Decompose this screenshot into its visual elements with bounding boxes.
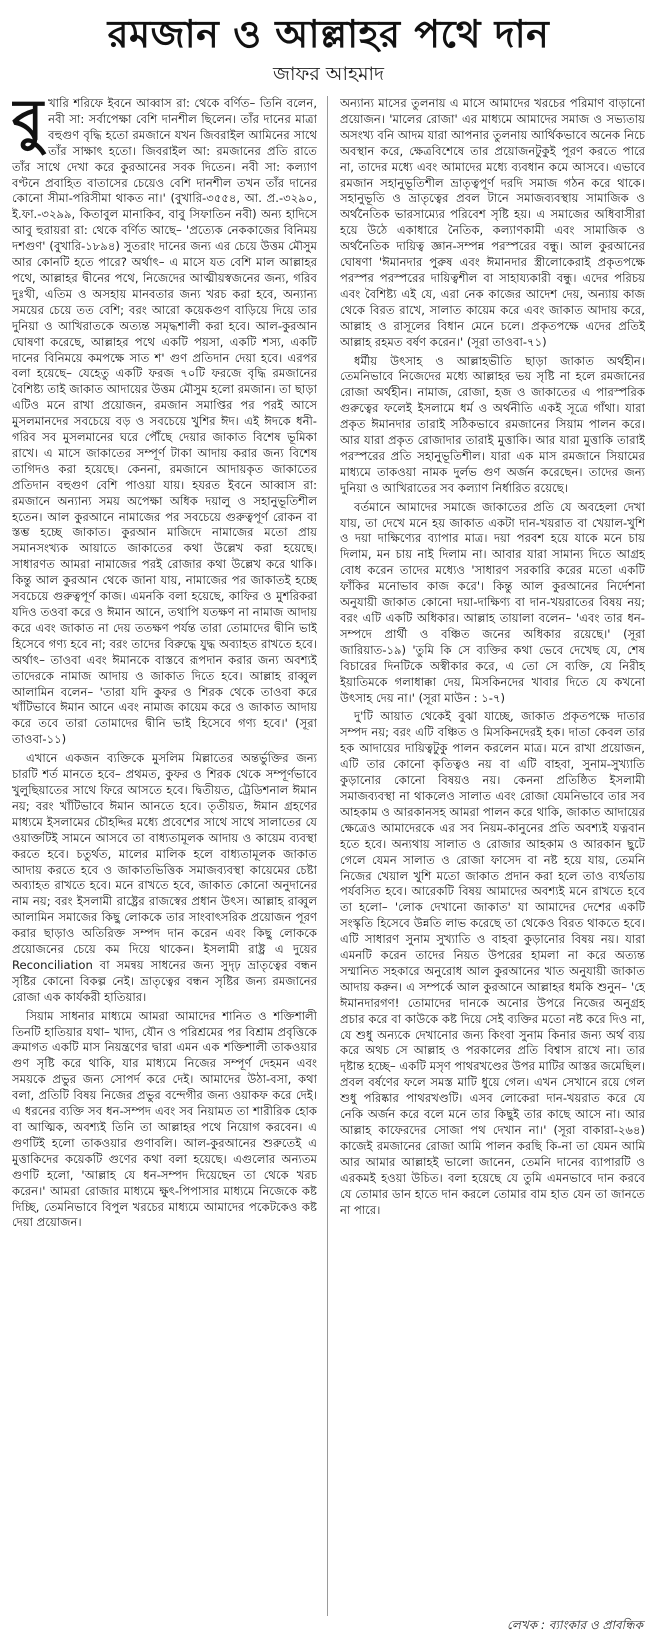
article-title: রমজান ও আল্লাহর পথে দান (107, 12, 550, 56)
article-paragraph: সিয়াম সাধনার মাধ্যমে আমরা আমাদের শানিত ও শক্তিশালী তিনটি হাতিয়ার যথা– খাদ্য, যৌন ও পরিশ্রমের পর বিশ্রাম প্রবৃত্তিকে ক্রমাগত একটি মাস নিয়ন্ত্রণের দ্বারা এমন এক শক্তিশালী তাকওয়ার গুণ সৃষ্টি করে থাকি, যার মাধ্যমে নিজের সম্পূর্ণ দেহমন এবং সময়কে প্রভুর জন্য সোপর্দ করে দেই। আমাদের উঠা-বসা, কথা বলা, প্রতিটি বিষয় নিজের প্রভুর বন্দেগীর জন্য ওয়াকফ করে দেই। এ ধরনের ব্যক্তি সব ধন-সম্পদ এবং সব নিয়ামত তা শারীরিক হোক বা আত্মিক, অবশ্যই তিনি তা আল্লাহর পথে নিয়োগ করবেন। এ গুণটিই হলো তাকওয়ার গুণাবলি। আল-কুরআনের শুরুতেই এ মুত্তাকিদের কয়েকটি গুণের কথা বলা হয়েছে। এগুলোর অন্যতম গুণটি হলো, 'আল্লাহ যে ধন-সম্পদ দিয়েছেন তা থেকে খরচ করেন।' আমরা রোজার মাধ্যমে ক্ষুৎ-পিপাসার মাধ্যমে নিজেকে কষ্ট দিচ্ছি, তেমনিভাবে বিপুল খরচের মাধ্যমে আমাদের পকেটকেও কষ্ট দেয়া প্রয়োজন। (12, 1008, 317, 1230)
column-divider (327, 96, 328, 1616)
article-paragraph: দু'টি আয়াত থেকেই বুঝা যাচ্ছে, জাকাত প্রকৃতপক্ষে দাতার সম্পদ নয়; বরং এটি বঞ্চিত ও মিসকিনদেরই হক। দাতা কেবল তার হক আদায়ের দায়িত্বটুকু পালন করলেন মাত্র। মনে রাখা প্রয়োজন, এটি তার কোনো কৃতিত্বও নয় বা এটি বাহবা, সুনাম-সুখ্যাতি কুড়ানোর কোনো বিষয়ও নয়। কেননা প্রতিষ্ঠিত ইসলামী সমাজব্যবস্থা না থাকলেও সালাত এবং রোজা যেমনিভাবে তার সব আহকাম ও আরকানসহ আমরা পালন করে থাকি, জাকাত আদায়ের ক্ষেত্রেও আমাদেরকে এর সব নিয়ম-কানুনের প্রতি অবশ্যই যত্নবান হতে হবে। অন্যথায় সালাত ও রোজার আহকাম ও আরকান ছুটে গেলে যেমন সালাত ও রোজা ফাসেদ বা নষ্ট হয়ে যায়, তেমনি নিজের খেয়াল খুশি মতো জাকাত প্রদান করা হলে তাও ব্যর্থতায় পর্যবসিত হবে। আরেকটি বিষয় আমাদের অবশ্যই মনে রাখতে হবে তা হলো– 'লোক দেখানো জাকাত' যা আমাদের দেশের একটি সংস্কৃতি হিসেবে উন্নতি লাভ করেছে তা থেকেও বিরত থাকতে হবে। এটি সাধারণ সুনাম সুখ্যাতি ও বাহবা কুড়ানোর বিষয় নয়। যারা এমনটি করেন তাদের নিয়ত উপরের হামলা না করে অত্যন্ত সম্মানিত সহকারে অনুরোধ আল কুরআনের খাত অনুযায়ী জাকাত আদায় করুন। এ সম্পর্কে আল কুরআনে আল্লাহর ধমকি শুনুন– 'হে ঈমানদারগণ! তোমাদের দানকে অনোর উপরে নিজের অনুগ্রহ প্রচার করে বা কাউকে কষ্ট দিয়ে সেই ব্যক্তির মতো নষ্ট করে দিও না, যে শুধু অন্যকে দেখানোর জন্য কিংবা সুনাম কিনার জন্য অর্থ ব্যয় করে অথচ সে আল্লাহ ও পরকালের প্রতি বিশ্বাস রাখে না। তার দৃষ্টান্ত হচ্ছে– একটি মসৃণ পাথরখণ্ডের উপর মাটির আস্তর জমেছিল। প্রবল বর্ষণের ফলে সমস্ত মাটি ধুয়ে গেল। এখন সেখানে রয়ে গেল শুধু পরিষ্কার পাথরখণ্ডটি। এসব লোকেরা দান-খয়রাত করে যে নেকি অর্জন করে বলে মনে তার কিছুই তার কাছে আসে না। আর আল্লাহ কাফেরদের সোজা পথ দেখান না।' (সূরা বাকারা-২৬৪) কাজেই রমজানের রোজা আমি পালন করছি কি-না তা যেমন আমি আর আমার আল্লাহই ভালো জানেন, তেমনি দানের ব্যাপারটি ও এরকমই হওয়া উচিত। বলা হয়েছে যে তুমি এমনভাবে দান করবে যে তোমার ডান হাতে দান করলে তোমার বাম হাত যেন তা জানতে না পারে। (340, 709, 645, 1217)
article-paragraph: এখানে একজন ব্যক্তিকে মুসলিম মিল্লাতের অন্তর্ভুক্তির জন্য চারটি শর্ত মানতে হবে– প্রথমত, কুফর ও শিরক থেকে সম্পূর্ণভাবে খুলুছিয়াতের সাথে ফিরে আসতে হবে। দ্বিতীয়ত, ট্রেডিশনাল ঈমান নয়; বরং খাঁটিভাবে ঈমান আনতে হবে। তৃতীয়ত, ঈমান গ্রহণের মাধ্যমে ইসলামের চৌহদ্দির মধ্যে প্রবেশের সাথে সাথে সালাতের যে ওয়াক্তটিই সামনে আসবে তা বাধ্যতামূলক আদায় ও কায়েম ব্যবস্থা করতে হবে। চতুর্থত, মালের মালিক হলে বাধ্যতামূলক জাকাত আদায় করতে হবে ও জাকাতভিত্তিক সমাজব্যবস্থা কায়েমের চেষ্টা অব্যাহত রাখতে হবে। মনে রাখতে হবে, জাকাত কোনো অনুদানের নাম নয়; বরং ইসলামী রাষ্ট্রের রাজস্বের প্রধান উৎস। আল্লাহ রাব্বুল আলামিন সমাজের কিছু লোককে তার সাংবাৎসরিক প্রয়োজন পূরণ করার ছাড়াও অতিরিক্ত সম্পদ দান করেন এবং কিছু লোককে প্রয়োজনের চেয়ে কম দিয়ে থাকেন। ইসলামী রাষ্ট্র এ দুয়ের Reconciliation বা সমন্বয় সাধনের জন্য সুদৃঢ় ভ্রাতৃত্বের বন্ধন সৃষ্টির কোনো বিকল্প নেই। ভ্রাতৃত্বের বন্ধন সৃষ্টির জন্য রমজানের রোজা এক কার্যকরী হাতিয়ার। (12, 751, 317, 1004)
article-paragraph: বর্তমানে আমাদের সমাজে জাকাতের প্রতি যে অবহেলা দেখা যায়, তা দেখে মনে হয় জাকাত একটা দান-খয়রাত বা খেয়াল-খুশি ও দয়া দাক্ষিণ্যের ব্যাপার মাত্র। দয়া পরবশ হয়ে যাকে মনে চায় দিলাম, মন চায় নাই দিলাম না। আবার যারা সামান্য দিতে আগ্রহ বোধ করেন তাদের মধ্যেও 'সাধারণ সরকারি করের মতো একটি ফাঁকির মনোভাব কাজ করে'। কিন্তু আল কুরআনের নির্দেশনা অনুযায়ী জাকাত কোনো দয়া-দাক্ষিণ্য বা দান-খয়রাতের বিষয় নয়; বরং এটি একটি অধিকার। আল্লাহ তায়ালা বলেন– 'এবং তার ধন-সম্পদে প্রার্থী ও বঞ্চিত জনের অধিকার রয়েছে।' (সূরা জারিয়াত-১৯) 'তুমি কি সে ব্যক্তির কথা ভেবে দেখেছ যে, শেষ বিচারের দিনটিকে অস্বীকার করে, এ তো সে ব্যক্তি, যে নিরীহ ইয়াতিমকে গলাধাক্কা দেয়, মিসকিনদের খাবার দিতে যে কখনো উৎসাহ দেয় না।' (সূরা মাউন : ১-৭) (340, 499, 645, 705)
article-paragraph: অন্যান্য মাসের তুলনায় এ মাসে আমাদের খরচের পরিমাণ বাড়ানো প্রয়োজন। 'মালের রোজা' এর মাধ্যমে আমাদের সমাজ ও সভ্যতায় অসংখ্য বনি আদম যারা আপনার তুলনায় আর্থিকভাবে অনেক নিচে অবস্থান করে, ক্ষেত্রবিশেষে তার প্রয়োজনটুকুই পূরণ করতে পারে না, তাদের মধ্যে এবং আমাদের মধ্যে ব্যবধান কমে আসবে। এভাবে রমজান সহানুভূতিশীল ভ্রাতৃত্বপূর্ণ দরদি সমাজ গঠন করে থাকে। সহানুভূতি ও ভ্রাতৃত্বের প্রবল টানে সমাজব্যবস্থায় সামাজিক ও অর্থনৈতিক ভারসাম্যের পরিবেশ সৃষ্টি হয়। এ সমাজের অধিবাসীরা হয়ে উঠে একাধারে নৈতিক, কল্যাণকামী এবং সামাজিক ও অর্থনৈতিক দায়িত্ব জ্ঞান-সম্পন্ন পরস্পরের বন্ধু। আল কুরআনের ঘোষণা 'ঈমানদার পুরুষ এবং ঈমানদার স্ত্রীলোকেরাই প্রকৃতপক্ষে পরস্পর পরস্পরের দায়িত্বশীল বা সাহায্যকারী বন্ধু। এদের পরিচয় এবং বৈশিষ্ট্য এই যে, এরা নেক কাজের আদেশ দেয়, অন্যায় কাজ থেকে বিরত রাখে, সালাত কায়েম করে এবং জাকাত আদায় করে, আল্লাহ ও রাসূলের বিধান মেনে চলে। প্রকৃতপক্ষে এদের প্রতিই আল্লাহ রহমত বর্ষণ করেন।' (সূরা তাওবা-৭১) (340, 96, 645, 349)
author-byline: লেখক : ব্যাংকার ও প্রাবন্ধিক (507, 1618, 643, 1632)
article-column-right (340, 96, 645, 1616)
article-column-left (12, 96, 317, 1616)
paragraph-text: খারি শরিফে ইবনে আব্বাস রা: থেকে বর্ণিত– তিনি বলেন, নবী সা: সর্বাপেক্ষা বেশি দানশীল ছিলেন। তাঁর দানের মাত্রা বহুগুণ বৃদ্ধি হতো রমজানে যখন জিবরাইল আমিনের সাথে তাঁর সাক্ষাৎ হতো। জিবরাইল আ: রমজানের প্রতি রাতে তাঁর সাথে দেখা করে কুরআনের সবক দিতেন। নবী সা: কল্যাণ বণ্টনে প্রবাহিত বাতাসের চেয়েও বেশি দানশীল তখন তাঁর দানের কোনো সীমা-পরিসীমা থাকত না।' (বুখারি-৩৫৫৪, আ. প্র.-৩২৯০, ই.ফা.-৩২৯৯, কিতাবুল মানাকিব, বাবু সিফাতিন নবী) অন্য হাদিসে আবু হুরায়রা রা: থেকে বর্ণিত আছে– 'প্রত্যেক নেককাজের বিনিময় দশগুণ' (বুখারি-১৮৯৪) সুতরাং দানের জন্য এর চেয়ে উত্তম মৌসুম আর কোনটি হতে পারে? অর্থাৎ– এ মাসে যত বেশি মাল আল্লাহর পথে, আল্লাহর দ্বীনের পথে, নিজেদের আত্মীয়স্বজনের জন্য, গরিব দুঃখী, এতিম ও অসহায় মানবতার জন্য খরচ করা হবে, অন্যান্য সময়ের চেয়ে তত বেশি; বরং আরো কয়েকগুণ বাড়িয়ে দিয়ে তার দুনিয়া ও আখিরাতকে অত্যন্ত সমৃদ্ধশালী করা হবে। আল-কুরআন ঘোষণা করেছে, আল্লাহর পথে একটি পয়সা, একটি শস্য, একটি দানের বিনিময়ে কমপক্ষে সাত শ' গুণ প্রতিদান দেয়া হবে। এরপর বলা হয়েছে– যেহেতু একটি ফরজ ৭০টি ফরজে বৃদ্ধি রমজানের বৈশিষ্ট্য তাই জাকাত আদায়ের উত্তম মৌসুম হলো রমজান। তা ছাড়া এটিও মনে রাখা প্রয়োজন, রমজান সমাপ্তির পর পরই আসে মুসলমানদের সবচেয়ে বড় ও সবচেয়ে খুশির ঈদ। এই ঈদকে ধনী-গরিব সব মুসলমানের ঘরে পৌঁছে দেয়ার জাকাত বিশেষ ভূমিকা রাখে। এ মাসে জাকাতের সম্পূর্ণ টাকা আদায় করার জন্য বিশেষ তাগিদও করা হয়েছে। কেননা, রমজানে আদায়কৃত জাকাতের প্রতিদান বহুগুণ বেশি পাওয়া যায়। হযরত ইবনে আব্বাস রা: রমজানে অন্যান্য সময় অপেক্ষা অধিক দয়ালু ও সহানুভূতিশীল হতেন। আল কুরআনে নামাজের পর সবচেয়ে গুরুত্বপূর্ণ রোকন বা স্তম্ভ হচ্ছে জাকাত। কুরআন মাজিদে নামাজের মতো প্রায় সমানসংখ্যক আয়াতে জাকাতের কথা উল্লেখ করা হয়েছে। সাধারণত আমরা নামাজের পরই রোজার কথা উল্লেখ করে থাকি। কিন্তু আল কুরআন থেকে জানা যায়, নামাজের পর জাকাতই হচ্ছে সবচেয়ে গুরুত্বপূর্ণ কাজ। এমনকি বলা হয়েছে, কাফির ও মুশরিকরা যদিও তওবা করে ও ঈমান আনে, তথাপি যতক্ষণ না নামাজ আদায় করে এবং জাকাত না দেয় ততক্ষণ পর্যন্ত তারা তোমাদের দ্বীনি ভাই হিসেবে গণ্য হবে না; বরং তাদের বিরুদ্ধে যুদ্ধ অব্যাহত রাখতে হবে। অর্থাৎ– তাওবা এবং ঈমানকে বাস্তবে রূপদান করার জন্য অবশ্যই তাদেরকে নামাজ আদায় ও জাকাত দিতে হবে। আল্লাহ রাব্বুল আলামিন বলেন– 'তারা যদি কুফর ও শিরক থেকে তাওবা করে খাঁটিভাবে ঈমান আনে এবং নামাজ কায়েম করে ও জাকাত আদায় করে তবে তারা তোমাদের দ্বীনি ভাই হিসেবে গণ্য হবে।' (সূরা তাওবা-১১) (12, 96, 317, 747)
drop-cap: বু (12, 96, 44, 153)
article-author: জাফর আহমাদ (272, 63, 385, 85)
article-paragraph (12, 96, 317, 748)
article-paragraph: ধর্মীয় উৎসাহ ও আল্লাহভীতি ছাড়া জাকাত অর্থহীন। তেমনিভাবে নিজেদের মধ্যে আল্লাহর ভয় সৃষ্টি না হলে রমজানের রোজা অর্থহীন। নামাজ, রোজা, হজ ও জাকাতের এ পারস্পরিক গুরুত্বের ফলেই ইসলামে ধর্ম ও অর্থনীতি একই সূত্রে গাঁথা। যারা প্রকৃত ঈমানদার তারাই সঠিকভাবে রমজানের সিয়াম পালন করে। আর যারা প্রকৃত রোজাদার তারাই মুত্তাকি। আর যারা মুত্তাকি তারাই পরস্পরের প্রতি সহানুভূতিশীল। যারা এক মাস রমজানে সিয়ামের মাধ্যমে তাকওয়া নামক দুর্লভ গুণ অর্জন করেছেন। তাদের জন্য দুনিয়া ও আখিরাতের সব কল্যাণ নির্ধারিত রয়েছে। (340, 353, 645, 495)
